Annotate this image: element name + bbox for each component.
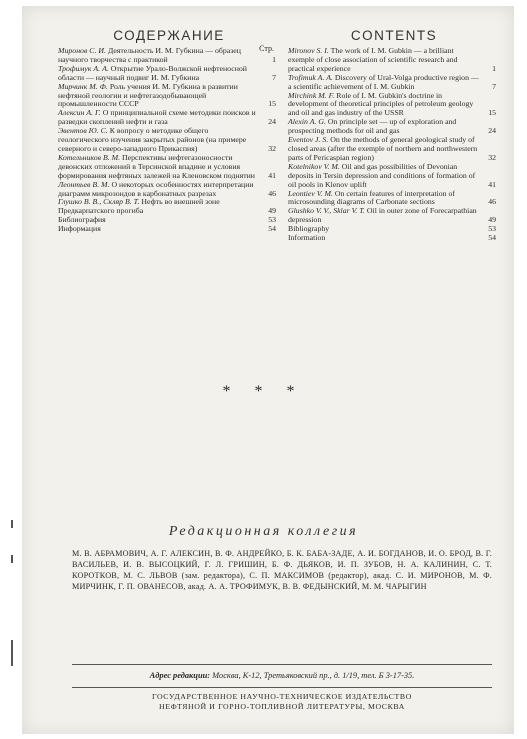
address-label: Адрес редакции: — [149, 671, 211, 680]
toc-entry — [288, 47, 500, 74]
entry-page-number: 24 — [488, 126, 496, 136]
entry-author: Мирчинк М. Ф. — [58, 81, 108, 91]
entry-page-number: 46 — [268, 188, 276, 198]
toc-entry — [58, 127, 280, 154]
entry-author: Glushko V. V., Sklar V. T. — [288, 206, 365, 216]
publisher-line-1: ГОСУДАРСТВЕННОЕ НАУЧНО-ТЕХНИЧЕСКОЕ ИЗДАТЕЛЬСТВО — [152, 692, 412, 701]
entry-title: Oil in outer zone of Forecarpathian depression — [288, 206, 477, 225]
toc-entry — [58, 47, 280, 65]
entry-author: Миронов С. И. — [58, 46, 106, 55]
entry-title: Discovery of Ural-Volga productive region — a scientific achievement of I. M. Gubkin — [288, 72, 479, 91]
entry-title: Role of I. M. Gubkin's doctrine in development of theoretical principles of petroleum geology and oil and gas industry of the USSR — [288, 90, 474, 118]
entry-page-number: 7 — [492, 81, 496, 91]
entry-page-number: 54 — [488, 233, 496, 243]
entry-title: On certain features of interpretation of microsounding diagrams of Carbonate sections — [288, 188, 456, 207]
entry-page-number: 49 — [268, 206, 276, 216]
entry-title: Oil and gas possibilities of Devonian deposits in Tersin depression and conditions of formation of oil pools in Klenov uplift — [288, 161, 476, 189]
entry-title: К вопросу о методике общего геологического изучения закрытых районов (на примере северного и северо-западного Прикаспия) — [58, 126, 247, 153]
toc-entry — [288, 136, 500, 163]
entry-page-number: 1 — [492, 63, 496, 73]
publisher-line-2: НЕФТЯНОЙ И ГОРНО-ТОПЛИВНОЙ ЛИТЕРАТУРЫ, МОСКВА — [159, 702, 405, 711]
entry-title: О некоторых особенностях интерпретации диаграмм микрозондов в карбонатных разрезах — [58, 179, 254, 198]
entry-title: The work of I. M. Gubkin — a brilliant exemple of close association of scientific research and practical experience — [288, 46, 458, 73]
entry-title: Information — [288, 233, 326, 243]
entry-page-number: 49 — [488, 215, 496, 225]
entry-page-number: 54 — [268, 224, 276, 234]
toc-entry — [288, 163, 500, 190]
toc-entry — [58, 154, 280, 181]
publisher — [72, 692, 492, 712]
editorial-board-members: М. В. АБРАМОВИЧ, А. Г. АЛЕКСИН, В. Ф. АНДРЕЙКО, Б. К. БАБА-ЗАДЕ, А. И. БОГДАНОВ, И. О. БРОД, В. Г. ВАСИЛЬЕВ, И. В. ВЫСОЦКИЙ, Г. Л. ГРИШИН, Б. Ф. ДЬЯКОВ, И. П. ЗУБОВ, Н. А. КАЛИНИН, С. Т. КОРОТКОВ, М. С. ЛЬВОВ (зам. редактора), С. П. МАКСИМОВ (редактор), акад. С. И. МИРОНОВ, М. Ф. МИРЧИНК, Г. П. ОВАНЕСОВ, акад. А. А. ТРОФИМУК, В. В. ФЕДЫНСКИЙ, М. М. ЧАРЫГИН — [72, 549, 492, 591]
entry-page-number: 32 — [268, 143, 276, 153]
editorial-address — [72, 671, 492, 680]
entry-page-number: 32 — [488, 152, 496, 162]
entry-author: Alexin A. G. — [288, 117, 326, 127]
page-column-label: Стр. — [259, 44, 274, 53]
entry-page-number: 15 — [488, 108, 496, 118]
entry-page-number: 53 — [268, 215, 276, 225]
entry-author: Глушко В. В., Скляр В. Т. — [58, 197, 140, 207]
entry-page-number: 41 — [268, 170, 276, 180]
address-text: Москва, К-12, Третьяковский пр., д. 1/19, тел. Б 3-17-35. — [212, 671, 415, 680]
entry-title: Библиография — [58, 215, 106, 225]
toc-entry — [288, 207, 500, 225]
entry-author: Леонтьев В. М. — [58, 179, 110, 189]
entry-page-number: 15 — [268, 99, 276, 109]
english-entry-list — [288, 47, 500, 243]
divider — [72, 687, 492, 688]
toc-entry — [58, 65, 280, 83]
entry-page-number: 46 — [488, 197, 496, 207]
entry-title: Роль учения И. М. Губкина в развитии нефтяной геологии и нефтегазодобывающей промышленности СССР — [58, 81, 238, 109]
english-heading: CONTENTS — [350, 28, 438, 43]
entry-author: Алексин А. Г. — [58, 108, 101, 118]
toc-entry — [58, 181, 280, 199]
entry-title: On the methods of general geological study of closed areas (after the exemple of northern and northwestern parts of Pericaspian region) — [288, 135, 478, 162]
entry-page-number: 53 — [488, 224, 496, 234]
toc-entry — [58, 225, 280, 234]
toc-entry — [288, 118, 500, 136]
toc-entry — [288, 234, 500, 243]
binding-mark — [11, 555, 13, 563]
binding-strip — [0, 0, 22, 739]
section-separator: * * * — [222, 383, 305, 400]
english-contents — [288, 28, 500, 243]
entry-page-number: 41 — [488, 179, 496, 189]
entry-author: Mironov S. I. — [288, 46, 329, 55]
entry-title: Нефть во внешней зоне Предкарпатского прогиба — [58, 197, 220, 216]
entry-title: Деятельность И. М. Губкина — образец научного творчества с практикой — [58, 46, 241, 64]
entry-title: Bibliography — [288, 224, 330, 234]
entry-page-number: 1 — [272, 54, 276, 64]
entry-author: Leontiev V. M. — [288, 188, 333, 198]
entry-author: Eventov J. S. — [288, 135, 329, 145]
russian-contents — [58, 28, 280, 234]
binding-mark — [11, 640, 13, 666]
entry-title: О принципиальной схеме методики поисков и разведки скоплений нефти и газа — [58, 108, 256, 127]
toc-entry — [58, 198, 280, 216]
editorial-board-title: Редакционная коллегия — [168, 524, 359, 539]
toc-entry — [58, 83, 280, 110]
entry-author: Trofimuk A. A. — [288, 72, 333, 82]
entry-author: Трофимук А. А. — [58, 63, 109, 73]
entry-title: Информация — [58, 224, 101, 234]
entry-title: On principle set — up of exploration and prospecting methods for oil and gas — [288, 117, 457, 136]
toc-entry — [288, 74, 500, 92]
entry-author: Mirchink M. F. — [288, 90, 335, 100]
entry-author: Kotelnikov V. M. — [288, 161, 340, 171]
russian-entry-list — [58, 47, 280, 234]
divider — [72, 664, 492, 665]
entry-title: Перспективы нефтегазоносности девонских отложений в Терсинской впадине и условия формирования нефтяных залежей на Кленовском поднятии — [58, 152, 255, 180]
toc-entry — [58, 109, 280, 127]
entry-author: Эвентов Ю. С. — [58, 126, 108, 136]
toc-entry — [288, 190, 500, 208]
russian-heading: СОДЕРЖАНИЕ — [113, 28, 225, 43]
entry-page-number: 7 — [272, 72, 276, 82]
entry-author: Котельников В. М. — [58, 152, 121, 162]
toc-entry — [288, 92, 500, 119]
entry-page-number: 24 — [268, 117, 276, 127]
entry-title: Открытие Урало-Волжской нефтеносной области — научный подвиг И. М. Губкина — [58, 63, 247, 82]
